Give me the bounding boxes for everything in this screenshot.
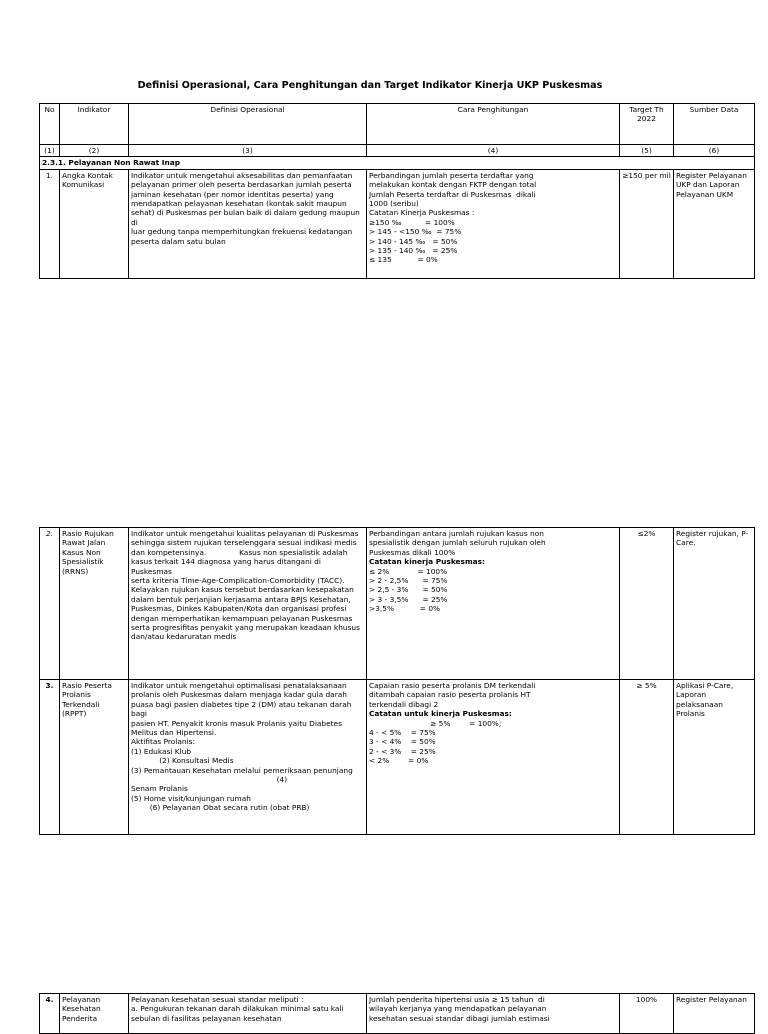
text-line: dan kompetensinya. Kasus non spesialistik adalah [131, 547, 348, 557]
col-number: (4) [367, 145, 620, 157]
text-line: pelayanan primer oleh peserta berdasarkan jumlah peserta [131, 180, 352, 190]
text-line: Melitus dan Hipertensi. [131, 728, 217, 738]
table-header-row [40, 104, 755, 145]
text-line: terkendali dibagi 2 [369, 699, 439, 709]
text-line: melakukan kontak dengan FKTP dengan total [369, 180, 537, 190]
text-line: > 145 - <150 ‰ = 75% [369, 227, 462, 237]
text-line: mendapatkan pelayanan kesehatan (kontak sakit maupun [131, 199, 347, 209]
text-line: Jumlah penderita hipertensi usia ≥ 15 tahun di [369, 995, 545, 1004]
row-target: ≥150 per mil [620, 169, 674, 278]
text-line: sebulan di fasilitas pelayanan kesehatan [131, 1013, 282, 1023]
text-line: ≤ 135 = 0% [369, 255, 438, 265]
text-line: kesehatan sesuai standar dibagi jumlah estimasi [369, 1013, 550, 1023]
indicator-table-part-3 [39, 993, 755, 1034]
text-line: Puskesmas dikali 100% [369, 547, 456, 557]
row-indikator: Rasio Rujukan Rawat Jalan Kasus Non Spesialistik (RRNS) [60, 528, 129, 680]
row-definisi [129, 528, 367, 680]
header-indikator: Indikator [60, 104, 129, 145]
row-target: ≤2% [620, 528, 674, 680]
text-line: Catatan untuk kinerja Puskesmas: [369, 709, 512, 719]
section-title: 2.3.1. Pelayanan Non Rawat Inap [40, 157, 755, 169]
text-line: Indikator untuk mengetahui optimalisasi penatalaksanaan [131, 681, 347, 690]
row-no: 3. [40, 680, 60, 835]
text-line: Perbandingan antara jumlah rujukan kasus non [369, 529, 544, 538]
row-indikator: Rasio Peserta Prolanis Terkendali (RPPT) [60, 680, 129, 835]
text-line: 2 - < 3% = 25% [369, 746, 436, 756]
col-number: (2) [60, 145, 129, 157]
text-line: > 3 - 3,5% = 25% [369, 594, 448, 604]
text-line: Catatan Kinerja Puskesmas : [369, 208, 475, 218]
text-line: Aktifitas Prolanis: [131, 737, 195, 747]
row-no: 1. [40, 169, 60, 278]
col-number: (6) [674, 145, 755, 157]
text-line: (4) [131, 775, 288, 785]
text-line: > 135 - 140 ‰ = 25% [369, 246, 458, 256]
text-line: a. Pengukuran tekanan darah dilakukan minimal satu kali [131, 1004, 344, 1014]
indicator-table-part-2 [39, 527, 755, 835]
section-row [40, 157, 755, 169]
col-number: (1) [40, 145, 60, 157]
indicator-table-part-1 [39, 103, 755, 279]
col-number: (5) [620, 145, 674, 157]
column-number-row [40, 145, 755, 157]
row-target: ≥ 5% [620, 680, 674, 835]
row-cara [367, 680, 620, 835]
text-line: 3 - < 4% = 50% [369, 737, 436, 747]
text-line: Catatan kinerja Puskesmas: [369, 557, 485, 567]
text-line: dengan memperhatikan kemampuan pelayanan Puskesmas [131, 613, 353, 623]
header-definisi: Definisi Operasional [129, 104, 367, 145]
text-line: serta kriteria Time-Age-Complication-Comorbidity (TACC). [131, 576, 345, 586]
row-sumber: Register Pelayanan UKP dan Laporan Pelayanan UKM [674, 169, 755, 278]
text-line: dan/atau kedaruratan medis [131, 632, 237, 642]
text-line: spesialistik dengan jumlah seluruh rujukan oleh [369, 538, 546, 548]
text-line: sehingga sistem rujukan terselenggara sesuai indikasi medis [131, 538, 357, 548]
text-line: wilayah kerjanya yang mendapatkan pelayanan [369, 1004, 547, 1014]
text-line: > 140 - 145 ‰ = 50% [369, 236, 458, 246]
row-cara [367, 169, 620, 278]
text-line: Capaian rasio peserta prolanis DM terkendali [369, 681, 536, 690]
row-definisi [129, 169, 367, 278]
text-line: puasa bagi pasien diabetes tipe 2 (DM) atau tekanan darah bagi [131, 699, 354, 719]
text-line: prolanis oleh Puskesmas dalam menjaga kadar gula darah [131, 690, 347, 700]
text-line: Kelayakan rujukan kasus tersebut berdasarkan kesepakatan [131, 585, 354, 595]
row-no: 2. [40, 528, 60, 680]
row-cara [367, 528, 620, 680]
text-line: Senam Prolanis [131, 784, 188, 794]
row-sumber: Register rujukan, P-Care. [674, 528, 755, 680]
text-line: dalam bentuk perjanjian kerjasama antara BPJS Kesehatan, [131, 594, 351, 604]
row-sumber: Aplikasi P-Care, Laporan pelaksanaan Prolanis [674, 680, 755, 835]
row-indikator: Pelayanan Kesehatan Penderita [60, 994, 129, 1034]
row-definisi [129, 680, 367, 835]
row-sumber: Register Pelayanan [674, 994, 755, 1034]
text-line: ditambah capaian rasio peserta prolanis HT [369, 690, 531, 700]
row-definisi [129, 994, 367, 1034]
text-line: (6) Pelayanan Obat secara rutin (obat PRB) [131, 803, 310, 813]
text-line: pasien HT. Penyakit kronis masuk Prolanis yaitu Diabetes [131, 718, 342, 728]
text-line: ≥150 ‰ = 100% [369, 217, 455, 227]
text-line: Perbandingan jumlah peserta terdaftar yang [369, 170, 534, 180]
row-target: 100% [620, 994, 674, 1034]
row-no: 4. [40, 994, 60, 1034]
text-line: Jumlah Peserta terdaftar di Puskesmas dikali [369, 189, 536, 199]
text-line: jaminan kesehatan (per nomor identitas peserta) yang [131, 189, 334, 199]
text-line: serta progresifitas penyakit yang merupakan keadaan khusus [131, 623, 360, 633]
text-line: < 2% = 0% [369, 756, 429, 766]
text-line: (1) Edukasi Klub [131, 746, 192, 756]
row-cara [367, 994, 620, 1034]
page-title: Definisi Operasional, Cara Penghitungan dan Target Indikator Kinerja UKP Puskesmas [137, 80, 603, 91]
text-line: Puskesmas, Dinkes Kabupaten/Kota dan organisasi profesi [131, 604, 347, 614]
col-number: (3) [129, 145, 367, 157]
text-line: 4 - < 5% = 75% [369, 728, 436, 738]
text-line: Indikator untuk mengetahui aksesabilitas dan pemanfaatan [131, 170, 353, 180]
table-row [40, 680, 755, 835]
table-row [40, 169, 755, 278]
text-line: > 2 - 2,5% = 75% [369, 576, 448, 586]
row-indikator: Angka Kontak Komunikasi [60, 169, 129, 278]
text-line: peserta dalam satu bulan [131, 236, 226, 246]
text-line: > 2,5 - 3% = 50% [369, 585, 448, 595]
header-target: Target Th 2022 [620, 104, 674, 145]
text-line: Indikator untuk mengetahui kualitas pelayanan di Puskesmas [131, 529, 359, 538]
text-line: luar gedung tanpa memperhitungkan frekuensi kedatangan [131, 227, 353, 237]
text-line: sehat) di Puskesmas per bulan baik di dalam gedung maupun di [131, 208, 363, 227]
text-line: 1000 (seribu) [369, 199, 419, 209]
header-sumber: Sumber Data [674, 104, 755, 145]
text-line: (3) Pemantauan Kesehatan melalui pemeriksaan penunjang [131, 765, 353, 775]
header-cara: Cara Penghitungan [367, 104, 620, 145]
text-line: (2) Konsultasi Medis [131, 756, 234, 766]
header-no: No [40, 104, 60, 145]
text-line: kasus terkait 144 diagnosa yang harus ditangani di Puskesmas [131, 557, 324, 576]
table-row [40, 528, 755, 680]
text-line: (5) Home visit/kunjungan rumah [131, 793, 251, 803]
text-line: ≥ 5% = 100%; [369, 718, 502, 728]
text-line: Pelayanan kesehatan sesuai standar meliputi : [131, 995, 304, 1004]
text-line: ≤ 2% = 100% [369, 566, 448, 576]
text-line: >3,5% = 0% [369, 604, 441, 614]
table-row [40, 994, 755, 1034]
